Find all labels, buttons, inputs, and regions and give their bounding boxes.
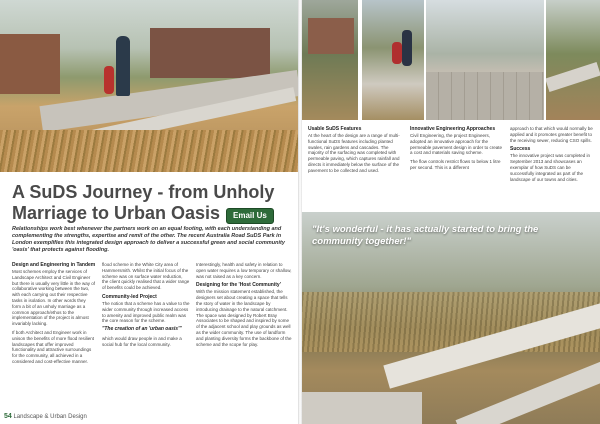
house-shape <box>308 18 354 54</box>
adult-figure <box>116 36 130 96</box>
text-column-3 <box>196 262 292 412</box>
child-figure-small <box>392 42 402 64</box>
column-heading: Innovative Engineering Approaches <box>410 126 496 132</box>
column-heading: Community-led Project <box>102 293 157 300</box>
article-intro: Relationships work best whenever the partners work on an equal footing, with each understanding and complementing the strengths, expertise and remit of the other. The recent Australia Road SuDS Park in London exemplifies this integrated design approach to deliver a successful green and social community 'oasis' that protects against flooding. <box>12 226 285 253</box>
paragraph: At the heart of the design are a range of multi-functional SuDS features including planted swales, rain gardens and cascades. The majority of the surfacing was completed with permeable paving, which captures rainfall and directs it immediately below the surface of the pavement to be collected and used. <box>308 133 400 173</box>
column-heading: Success <box>510 146 531 153</box>
column-heading: Usable SuDS Features <box>308 126 362 132</box>
page-footer <box>4 413 87 421</box>
text-column-4 <box>308 126 402 210</box>
pull-quote: "The creation of an 'urban oasis'" <box>102 326 182 333</box>
paragraph: If both Architect and Engineer work in unison the benefits of more flood resilient landscapes that offer improved functionality and attractive surroundings for the community, all achieved in a considered and cost-effective manner. <box>12 329 95 364</box>
photo-family-walk <box>362 0 424 120</box>
article-title: A SuDS Journey - from Unholy Marriage to Urban Oasis <box>12 182 275 223</box>
email-us-button[interactable]: Email Us <box>226 208 274 224</box>
text-column-5 <box>410 126 504 210</box>
paragraph: With the mission statement established, the designers set about creating a space that tells the story of water in the landscape by introducing drainage to the natural catchment. The space was designed by Robert Bray Associates to be shaped and inspired by some of the adjacent school and play grounds as well as the wider community. The use of landform and planting diversity forms the backbone of the scheme and the scope for play. <box>196 289 292 347</box>
photo-swale <box>546 0 600 120</box>
paragraph: Interestingly, health and safety in relation to open water requires a low temporary or shallow, was not raised as a key concern. <box>196 262 292 279</box>
text-column-6 <box>510 126 596 210</box>
photo-houses <box>302 0 358 120</box>
paragraph: which would draw people in and make a social hub for the local community. <box>102 335 182 347</box>
publication-name: Landscape & Urban Design <box>13 414 87 420</box>
permeable-paving <box>426 72 544 120</box>
column-heading: Design and Engineering in Tandem <box>12 262 96 268</box>
paragraph: The flow controls restrict flows to below 1 litre per second. This is a different <box>410 159 501 170</box>
park-photo-main <box>0 0 298 172</box>
paragraph: Most schemes employ the services of Landscape Architect and Civil Engineer but there is usually very little in the way of collaborative working between the two, with each carrying out their respective tasks in isolation. In other words they form a bit of an unholy marriage as a common approach/ethos to the implementation of the project is almost invariably lacking. <box>12 269 96 327</box>
photo-park-seating <box>302 212 600 424</box>
paragraph: flood scheme in the White City area of Hammersmith. Whilst the initial focus of the scheme was on surface water reduction, the client quickly realised that a wider range of benefits could be achieved. <box>102 262 190 291</box>
paragraph: The notion that a scheme has a value to the wider community through increased access to amenity and improved public realm was the core reason for the scheme. <box>102 300 190 324</box>
photo-quote: "It's wonderful - it has actually started to bring the community together!" <box>312 224 539 247</box>
adult-figure-small <box>402 30 412 66</box>
page-number: 54 <box>4 413 12 420</box>
building-left <box>0 34 60 94</box>
text-column-2 <box>102 262 190 412</box>
ornamental-grasses <box>0 130 298 172</box>
child-figure <box>104 66 114 94</box>
paragraph: Civil Engineering, the project Engineers, adopted an innovative approach for the permeable pavement design in order to create a cost and materials saving scheme. <box>410 133 503 156</box>
building-right <box>150 28 270 78</box>
photo-paving <box>426 0 544 120</box>
paragraph: approach to that which would normally be applied and it promotes greater benefit to the receiving sewer, reducing CSO spills. <box>510 126 593 143</box>
concrete-seat <box>302 392 422 424</box>
paragraph: The innovative project was completed in September 2013 and showcases an exemplar of how SuDS can be successfully integrated as part of the landscape of our towns and cities. <box>510 153 591 182</box>
text-column-1 <box>12 262 96 412</box>
curved-wall <box>546 62 600 92</box>
column-heading: Designing for the 'Host Community' <box>196 282 281 289</box>
